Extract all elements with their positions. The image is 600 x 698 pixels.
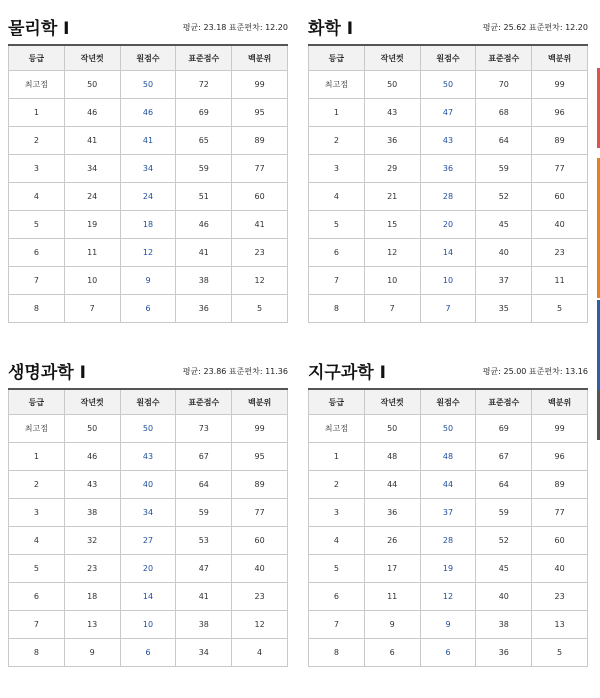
- table-row: [9, 99, 288, 127]
- grade-cell: 3: [9, 155, 65, 183]
- last-year-cut-cell: 13: [64, 611, 120, 639]
- panel-physics: [8, 8, 288, 323]
- last-year-cut-cell: 15: [364, 211, 420, 239]
- grade-cell: 5: [9, 211, 65, 239]
- standard-score-cell: 41: [176, 583, 232, 611]
- last-year-cut-cell: 9: [364, 611, 420, 639]
- percentile-cell: 89: [232, 127, 288, 155]
- last-year-cut-cell: 43: [364, 99, 420, 127]
- last-year-cut-cell: 7: [64, 295, 120, 323]
- last-year-cut-cell: 38: [64, 499, 120, 527]
- score-statistics: 평균: 25.00 표준편차: 13.16: [482, 367, 588, 376]
- standard-score-cell: 70: [476, 71, 532, 99]
- raw-score-cell: 48: [420, 443, 476, 471]
- panel-chemistry: [308, 8, 588, 323]
- grade-cell: 1: [309, 99, 365, 127]
- standard-score-cell: 59: [176, 499, 232, 527]
- last-year-cut-cell: 26: [364, 527, 420, 555]
- percentile-cell: 99: [232, 415, 288, 443]
- column-header-raw-score: 원점수: [420, 389, 476, 415]
- percentile-cell: 60: [232, 527, 288, 555]
- percentile-cell: 89: [532, 127, 588, 155]
- table-header-row: [309, 45, 588, 71]
- raw-score-cell: 50: [120, 71, 176, 99]
- raw-score-cell: 37: [420, 499, 476, 527]
- raw-score-cell: 9: [420, 611, 476, 639]
- subject-title: 생명과학 Ⅰ: [8, 363, 86, 383]
- percentile-cell: 95: [232, 443, 288, 471]
- panel-header: [8, 352, 288, 388]
- raw-score-cell: 28: [420, 527, 476, 555]
- subject-title: 물리학 Ⅰ: [8, 19, 70, 39]
- table-row: [9, 267, 288, 295]
- grade-cut-table: [8, 388, 288, 667]
- column-header-raw-score: 원점수: [120, 389, 176, 415]
- grade-cell: 7: [309, 267, 365, 295]
- table-row: [309, 415, 588, 443]
- table-row: [309, 499, 588, 527]
- raw-score-cell: 6: [120, 639, 176, 667]
- column-header-last-year-cut: 작년컷: [64, 45, 120, 71]
- raw-score-cell: 7: [420, 295, 476, 323]
- table-row: [309, 443, 588, 471]
- last-year-cut-cell: 10: [364, 267, 420, 295]
- raw-score-cell: 47: [420, 99, 476, 127]
- table-row: [9, 639, 288, 667]
- last-year-cut-cell: 46: [64, 443, 120, 471]
- last-year-cut-cell: 23: [64, 555, 120, 583]
- last-year-cut-cell: 21: [364, 183, 420, 211]
- grade-cell: 8: [309, 295, 365, 323]
- table-row: [309, 127, 588, 155]
- column-header-standard-score: 표준점수: [476, 389, 532, 415]
- panel-earth-science: [308, 352, 588, 667]
- column-header-standard-score: 표준점수: [176, 389, 232, 415]
- grade-cell: 2: [309, 471, 365, 499]
- percentile-cell: 12: [232, 611, 288, 639]
- table-header-row: [9, 389, 288, 415]
- column-header-grade: 등급: [9, 389, 65, 415]
- raw-score-cell: 6: [120, 295, 176, 323]
- standard-score-cell: 34: [176, 639, 232, 667]
- column-header-last-year-cut: 작년컷: [364, 389, 420, 415]
- grade-cell: 최고점: [9, 71, 65, 99]
- table-row: [309, 611, 588, 639]
- last-year-cut-cell: 29: [364, 155, 420, 183]
- table-row: [309, 99, 588, 127]
- raw-score-cell: 27: [120, 527, 176, 555]
- standard-score-cell: 69: [476, 415, 532, 443]
- standard-score-cell: 35: [476, 295, 532, 323]
- standard-score-cell: 53: [176, 527, 232, 555]
- grade-cell: 6: [9, 239, 65, 267]
- raw-score-cell: 34: [120, 155, 176, 183]
- table-row: [309, 183, 588, 211]
- table-row: [9, 295, 288, 323]
- table-header-row: [9, 45, 288, 71]
- grade-cell: 1: [9, 443, 65, 471]
- last-year-cut-cell: 18: [64, 583, 120, 611]
- percentile-cell: 40: [532, 211, 588, 239]
- last-year-cut-cell: 41: [64, 127, 120, 155]
- raw-score-cell: 50: [420, 71, 476, 99]
- table-row: [309, 211, 588, 239]
- grade-cell: 2: [9, 127, 65, 155]
- percentile-cell: 77: [532, 499, 588, 527]
- grade-cell: 2: [309, 127, 365, 155]
- grade-cell: 7: [9, 611, 65, 639]
- table-row: [309, 155, 588, 183]
- percentile-cell: 60: [532, 527, 588, 555]
- column-header-grade: 등급: [9, 45, 65, 71]
- last-year-cut-cell: 9: [64, 639, 120, 667]
- raw-score-cell: 44: [420, 471, 476, 499]
- table-row: [9, 499, 288, 527]
- column-header-raw-score: 원점수: [420, 45, 476, 71]
- raw-score-cell: 41: [120, 127, 176, 155]
- standard-score-cell: 46: [176, 211, 232, 239]
- last-year-cut-cell: 11: [64, 239, 120, 267]
- standard-score-cell: 51: [176, 183, 232, 211]
- raw-score-cell: 28: [420, 183, 476, 211]
- subject-title: 화학 Ⅰ: [308, 19, 354, 39]
- table-row: [309, 527, 588, 555]
- panel-header: [308, 8, 588, 44]
- table-row: [309, 71, 588, 99]
- last-year-cut-cell: 36: [364, 127, 420, 155]
- percentile-cell: 60: [232, 183, 288, 211]
- percentile-cell: 40: [232, 555, 288, 583]
- column-header-percentile: 백분위: [232, 45, 288, 71]
- last-year-cut-cell: 48: [364, 443, 420, 471]
- raw-score-cell: 6: [420, 639, 476, 667]
- last-year-cut-cell: 50: [364, 415, 420, 443]
- grade-cell: 8: [309, 639, 365, 667]
- grade-cell: 5: [9, 555, 65, 583]
- standard-score-cell: 59: [176, 155, 232, 183]
- raw-score-cell: 50: [120, 415, 176, 443]
- grade-cell: 5: [309, 211, 365, 239]
- percentile-cell: 5: [532, 639, 588, 667]
- table-row: [9, 239, 288, 267]
- last-year-cut-cell: 24: [64, 183, 120, 211]
- subject-title: 지구과학 Ⅰ: [308, 363, 386, 383]
- percentile-cell: 96: [532, 99, 588, 127]
- grade-cut-table: [8, 44, 288, 323]
- table-row: [309, 639, 588, 667]
- raw-score-cell: 12: [420, 583, 476, 611]
- percentile-cell: 40: [532, 555, 588, 583]
- raw-score-cell: 50: [420, 415, 476, 443]
- table-row: [9, 611, 288, 639]
- grade-cell: 4: [309, 183, 365, 211]
- grade-cell: 6: [309, 239, 365, 267]
- percentile-cell: 77: [532, 155, 588, 183]
- column-header-standard-score: 표준점수: [476, 45, 532, 71]
- column-header-last-year-cut: 작년컷: [64, 389, 120, 415]
- last-year-cut-cell: 46: [64, 99, 120, 127]
- raw-score-cell: 19: [420, 555, 476, 583]
- last-year-cut-cell: 43: [64, 471, 120, 499]
- percentile-cell: 99: [532, 71, 588, 99]
- percentile-cell: 5: [532, 295, 588, 323]
- standard-score-cell: 67: [176, 443, 232, 471]
- table-row: [309, 583, 588, 611]
- percentile-cell: 89: [232, 471, 288, 499]
- percentile-cell: 77: [232, 499, 288, 527]
- grade-cell: 1: [309, 443, 365, 471]
- standard-score-cell: 37: [476, 267, 532, 295]
- grade-cell: 최고점: [9, 415, 65, 443]
- table-row: [9, 211, 288, 239]
- score-statistics: 평균: 23.86 표준편차: 11.36: [182, 367, 288, 376]
- table-row: [309, 267, 588, 295]
- grade-cell: 8: [9, 295, 65, 323]
- raw-score-cell: 43: [120, 443, 176, 471]
- score-statistics: 평균: 23.18 표준편차: 12.20: [182, 23, 288, 32]
- standard-score-cell: 73: [176, 415, 232, 443]
- raw-score-cell: 9: [120, 267, 176, 295]
- standard-score-cell: 38: [476, 611, 532, 639]
- last-year-cut-cell: 17: [364, 555, 420, 583]
- grade-cell: 3: [309, 155, 365, 183]
- grade-cell: 3: [9, 499, 65, 527]
- standard-score-cell: 40: [476, 583, 532, 611]
- standard-score-cell: 52: [476, 183, 532, 211]
- table-row: [9, 555, 288, 583]
- standard-score-cell: 36: [476, 639, 532, 667]
- grade-cell: 2: [9, 471, 65, 499]
- table-header-row: [309, 389, 588, 415]
- percentile-cell: 77: [232, 155, 288, 183]
- grade-cell: 6: [9, 583, 65, 611]
- grade-cell: 6: [309, 583, 365, 611]
- percentile-cell: 23: [532, 239, 588, 267]
- panel-header: [308, 352, 588, 388]
- raw-score-cell: 36: [420, 155, 476, 183]
- raw-score-cell: 20: [420, 211, 476, 239]
- grade-cut-table: [308, 44, 588, 323]
- standard-score-cell: 45: [476, 555, 532, 583]
- last-year-cut-cell: 10: [64, 267, 120, 295]
- raw-score-cell: 34: [120, 499, 176, 527]
- raw-score-cell: 43: [420, 127, 476, 155]
- standard-score-cell: 65: [176, 127, 232, 155]
- grade-cell: 3: [309, 499, 365, 527]
- column-header-raw-score: 원점수: [120, 45, 176, 71]
- last-year-cut-cell: 6: [364, 639, 420, 667]
- standard-score-cell: 67: [476, 443, 532, 471]
- column-header-grade: 등급: [309, 389, 365, 415]
- column-header-last-year-cut: 작년컷: [364, 45, 420, 71]
- raw-score-cell: 20: [120, 555, 176, 583]
- standard-score-cell: 41: [176, 239, 232, 267]
- standard-score-cell: 45: [476, 211, 532, 239]
- table-row: [9, 127, 288, 155]
- column-header-percentile: 백분위: [532, 45, 588, 71]
- grade-cell: 8: [9, 639, 65, 667]
- percentile-cell: 96: [532, 443, 588, 471]
- column-header-percentile: 백분위: [532, 389, 588, 415]
- table-row: [9, 71, 288, 99]
- grade-cell: 7: [309, 611, 365, 639]
- percentile-cell: 11: [532, 267, 588, 295]
- score-statistics: 평균: 25.62 표준편차: 12.20: [482, 23, 588, 32]
- standard-score-cell: 69: [176, 99, 232, 127]
- percentile-cell: 99: [532, 415, 588, 443]
- table-row: [9, 183, 288, 211]
- table-row: [309, 555, 588, 583]
- percentile-cell: 12: [232, 267, 288, 295]
- standard-score-cell: 64: [476, 127, 532, 155]
- standard-score-cell: 64: [476, 471, 532, 499]
- raw-score-cell: 12: [120, 239, 176, 267]
- last-year-cut-cell: 44: [364, 471, 420, 499]
- raw-score-cell: 18: [120, 211, 176, 239]
- standard-score-cell: 38: [176, 611, 232, 639]
- column-header-standard-score: 표준점수: [176, 45, 232, 71]
- last-year-cut-cell: 32: [64, 527, 120, 555]
- percentile-cell: 89: [532, 471, 588, 499]
- standard-score-cell: 47: [176, 555, 232, 583]
- percentile-cell: 60: [532, 183, 588, 211]
- percentile-cell: 23: [232, 239, 288, 267]
- raw-score-cell: 40: [120, 471, 176, 499]
- last-year-cut-cell: 34: [64, 155, 120, 183]
- raw-score-cell: 14: [120, 583, 176, 611]
- standard-score-cell: 72: [176, 71, 232, 99]
- column-header-percentile: 백분위: [232, 389, 288, 415]
- raw-score-cell: 10: [120, 611, 176, 639]
- panel-header: [8, 8, 288, 44]
- grade-cell: 5: [309, 555, 365, 583]
- standard-score-cell: 64: [176, 471, 232, 499]
- grade-cell: 최고점: [309, 415, 365, 443]
- table-row: [309, 239, 588, 267]
- raw-score-cell: 46: [120, 99, 176, 127]
- last-year-cut-cell: 50: [64, 415, 120, 443]
- panel-life-science: [8, 352, 288, 667]
- last-year-cut-cell: 11: [364, 583, 420, 611]
- last-year-cut-cell: 7: [364, 295, 420, 323]
- grade-cell: 최고점: [309, 71, 365, 99]
- grade-cell: 7: [9, 267, 65, 295]
- last-year-cut-cell: 36: [364, 499, 420, 527]
- standard-score-cell: 59: [476, 499, 532, 527]
- percentile-cell: 99: [232, 71, 288, 99]
- last-year-cut-cell: 12: [364, 239, 420, 267]
- grade-cell: 4: [9, 183, 65, 211]
- last-year-cut-cell: 19: [64, 211, 120, 239]
- grade-cell: 4: [309, 527, 365, 555]
- percentile-cell: 23: [532, 583, 588, 611]
- table-row: [309, 295, 588, 323]
- percentile-cell: 4: [232, 639, 288, 667]
- table-row: [9, 583, 288, 611]
- percentile-cell: 41: [232, 211, 288, 239]
- standard-score-cell: 68: [476, 99, 532, 127]
- raw-score-cell: 10: [420, 267, 476, 295]
- column-header-grade: 등급: [309, 45, 365, 71]
- table-row: [9, 443, 288, 471]
- standard-score-cell: 38: [176, 267, 232, 295]
- table-row: [9, 415, 288, 443]
- grade-cell: 1: [9, 99, 65, 127]
- grade-cut-table: [308, 388, 588, 667]
- percentile-cell: 95: [232, 99, 288, 127]
- standard-score-cell: 52: [476, 527, 532, 555]
- last-year-cut-cell: 50: [64, 71, 120, 99]
- percentile-cell: 5: [232, 295, 288, 323]
- standard-score-cell: 36: [176, 295, 232, 323]
- percentile-cell: 13: [532, 611, 588, 639]
- raw-score-cell: 14: [420, 239, 476, 267]
- table-row: [9, 155, 288, 183]
- table-row: [309, 471, 588, 499]
- table-row: [9, 471, 288, 499]
- standard-score-cell: 59: [476, 155, 532, 183]
- standard-score-cell: 40: [476, 239, 532, 267]
- percentile-cell: 23: [232, 583, 288, 611]
- table-row: [9, 527, 288, 555]
- last-year-cut-cell: 50: [364, 71, 420, 99]
- raw-score-cell: 24: [120, 183, 176, 211]
- grade-cell: 4: [9, 527, 65, 555]
